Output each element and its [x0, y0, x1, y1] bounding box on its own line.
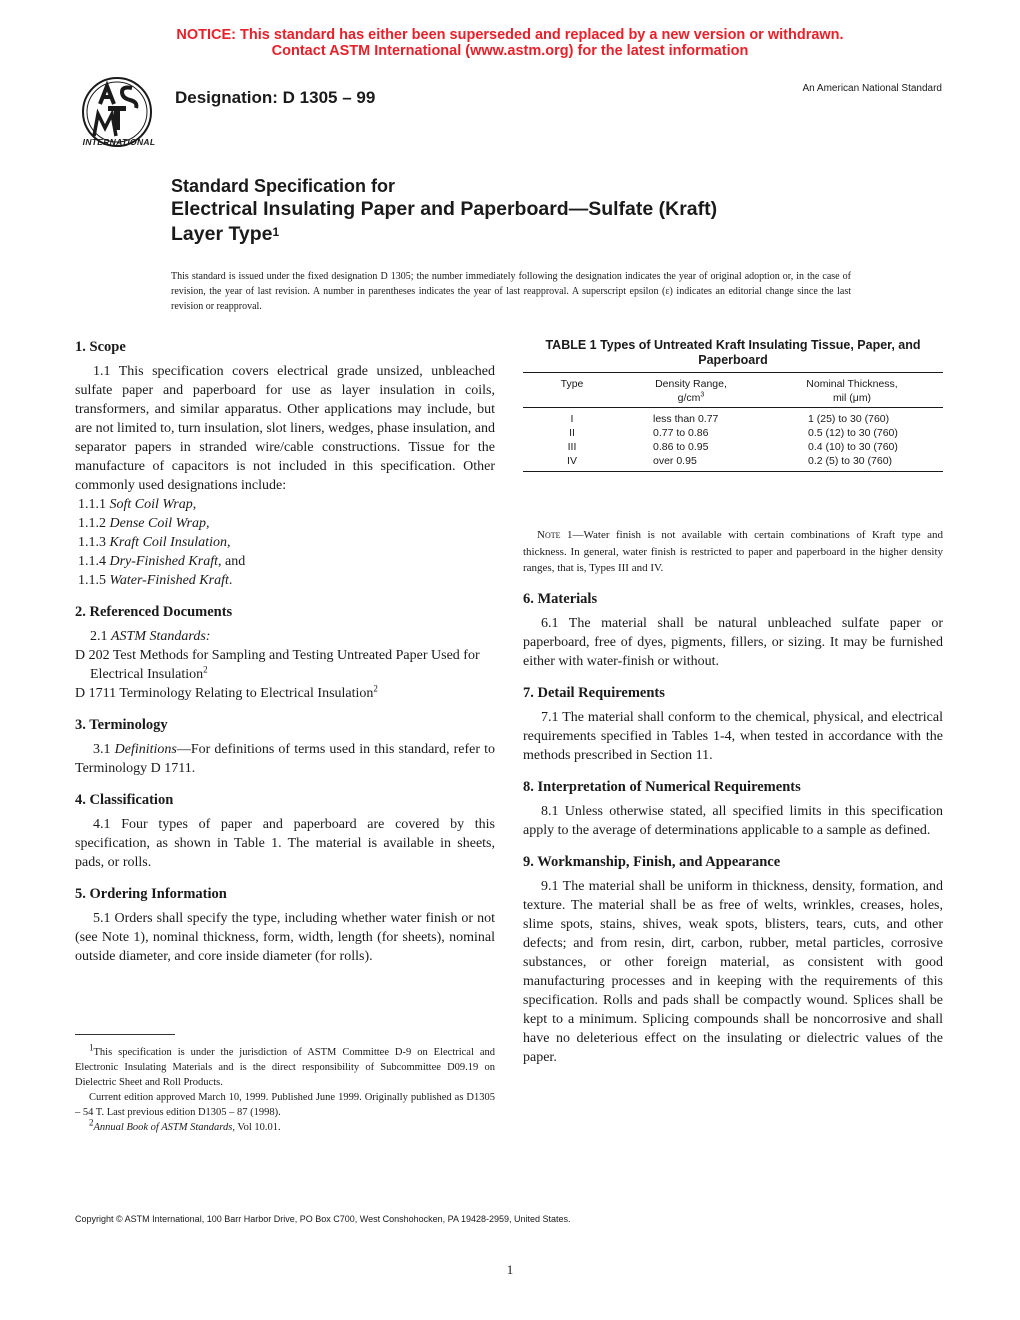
scope-item: [75, 495, 495, 514]
issuance-statement: This standard is issued under the fixed designation D 1305; the number immediately following the designation indicates the year of original adoption or, in the case of revision, the year of last revision. A number in parentheses indicates the year of last reapproval. A superscript epsilon (ε) indicates an editorial change since the last revision or reapproval.: [171, 271, 851, 312]
astm-standards-label: ASTM Standards:: [111, 629, 211, 644]
col-header-density-line2: [621, 391, 761, 405]
superseded-notice: [0, 27, 1020, 59]
footnote-1: [75, 1042, 495, 1090]
col-header-thickness-line2: mil (μm): [832, 392, 872, 404]
scope-item-tail: , and: [218, 554, 246, 569]
scope-item-tail: .: [228, 573, 233, 588]
section-heading-referenced-documents: 2. Referenced Documents: [75, 604, 233, 620]
interpretation-paragraph: 8.1 Unless otherwise stated, all specified limits in this specification apply to the average of determinations applicable to a sample as defined.: [523, 804, 943, 838]
scope-item-number: 1.1.1: [78, 497, 106, 512]
cell-thickness: 0.5 (12) to 30 (760): [808, 427, 898, 439]
terminology-number: 3.1: [93, 742, 111, 757]
table-bottom-rule: [523, 471, 943, 472]
section-heading-workmanship: 9. Workmanship, Finish, and Appearance: [523, 854, 781, 870]
section-heading-ordering: 5. Ordering Information: [75, 886, 227, 902]
note-1: [523, 527, 943, 577]
notice-line-2: Contact ASTM International (www.astm.org) for the latest information: [271, 43, 749, 59]
cell-type: IV: [567, 455, 577, 467]
scope-item-label: Water-Finished Kraft: [109, 573, 229, 588]
table-1: [523, 372, 943, 472]
notice-line-1: NOTICE: This standard has either been superseded and replaced by a new version or withdrawn.: [176, 27, 844, 43]
title-line-2: Electrical Insulating Paper and Paperboard—Sulfate (Kraft): [171, 198, 718, 220]
scope-item: [75, 533, 495, 552]
title-line-3: [171, 222, 931, 249]
footnote-divider: [75, 1034, 175, 1035]
col-header-density: [621, 377, 761, 407]
scope-item-label: Soft Coil Wrap: [109, 497, 193, 512]
scope-item: [75, 514, 495, 533]
scope-item-tail: ,: [205, 516, 210, 531]
title-footnote-ref: 1: [272, 225, 280, 239]
scope-item-tail: ,: [226, 535, 231, 550]
cell-thickness: 0.2 (5) to 30 (760): [808, 455, 893, 467]
copyright-footer: Copyright © ASTM International, 100 Barr Harbor Drive, PO Box C700, West Conshohocken, PA 19428-2959, United States.: [75, 1214, 571, 1224]
scope-item-number: 1.1.5: [78, 573, 106, 588]
workmanship-paragraph: 9.1 The material shall be uniform in thickness, density, formation, and texture. The material shall be as free of welts, wrinkles, creases, holes, slime spots, stains, shives, weak spots, blisters, tears, cuts, and other defects; and from resin, dirt, carbon, rubber, metal particles, corrosive substances, or other foreign material, as consistent with good manufacturing processes and in keeping with the requirements of this specification. Rolls and pads shall be compactly wound. Splices shall be kept to a minimum. Splicing compounds shall be noncorrosive and shall have no deleterious effect on the insulating or dielectric values of the paper.: [523, 879, 943, 1065]
materials-paragraph: 6.1 The material shall be natural unbleached sulfate paper or paperboard, free of dyes, pigments, fillers, or sizing. It may be furnished either with water-finish or without.: [523, 616, 943, 669]
density-unit-exponent: 3: [700, 391, 705, 399]
terminology-paragraph: [75, 740, 495, 778]
section-heading-terminology: 3. Terminology: [75, 717, 168, 733]
section-heading-scope: 1. Scope: [75, 339, 126, 355]
detail-paragraph: 7.1 The material shall conform to the chemical, physical, and electrical requirements specified in Tables 1-4, when tested in accordance with the methods prescribed in Section 11.: [523, 710, 943, 763]
terminology-text: —For definitions of terms used in this standard, refer to Terminology D 1711.: [75, 742, 496, 776]
table-1-title: TABLE 1 Types of Untreated Kraft Insulating Tissue, Paper, and Paperboard: [545, 338, 921, 367]
footnote-2-number: 2: [89, 1117, 94, 1128]
col-header-thickness: [761, 377, 943, 407]
title-line-3-text: Layer Type: [171, 223, 273, 245]
document-title: [171, 175, 931, 249]
cell-density: 0.77 to 0.86: [653, 427, 709, 439]
cell-thickness: 0.4 (10) to 30 (760): [808, 441, 898, 453]
cell-thickness: 1 (25) to 30 (760): [808, 413, 890, 425]
page-number: 1: [506, 1262, 514, 1277]
reference-d202-footnote: 2: [203, 664, 208, 675]
section-heading-detail-requirements: 7. Detail Requirements: [523, 685, 665, 701]
footnote-2: [75, 1117, 495, 1135]
footnote-2-tail: , Vol 10.01.: [232, 1122, 281, 1133]
footnote-1-edition: Current edition approved March 10, 1999. Published June 1999. Originally published as D1305 – 54 T. Last previous edition D1305 – 87 (1998).: [75, 1092, 495, 1118]
american-national-standard-label: An American National Standard: [802, 83, 942, 94]
col-header-thickness-line1: Nominal Thickness,: [806, 378, 898, 390]
section-heading-interpretation: 8. Interpretation of Numerical Requirements: [523, 779, 801, 795]
subsection-number: 2.1: [90, 629, 108, 644]
note-1-text: —Water finish is not available with certain combinations of Kraft type and thickness. In general, water finish is restricted to paper and paperboard in the higher density ranges, that is, Types III and IV.: [523, 529, 944, 574]
footnote-1-text: This specification is under the jurisdiction of ASTM Committee D-9 on Electrical and Electronic Insulating Materials and is the direct responsibility of Subcommittee D09.19 on Dielectric Sheet and Roll Products.: [75, 1047, 495, 1088]
col-header-density-line1: Density Range,: [655, 378, 727, 390]
designation: Designation: D 1305 – 99: [175, 88, 376, 107]
scope-item-label: Dense Coil Wrap: [109, 516, 206, 531]
footnotes: [75, 1042, 495, 1135]
scope-item: [75, 552, 495, 571]
title-line-1: Standard Specification for: [171, 176, 396, 196]
section-heading-classification: 4. Classification: [75, 792, 174, 808]
ordering-paragraph: 5.1 Orders shall specify the type, including whether water finish or not (see Note 1), nominal thickness, form, width, length (for sheets), nominal outside diameter, and core inside diameter (for rolls).: [75, 911, 495, 964]
scope-item-tail: ,: [192, 497, 197, 512]
astm-standards-subheading: [75, 627, 495, 646]
scope-item-label: Dry-Finished Kraft: [109, 554, 218, 569]
scope-paragraph: 1.1 This specification covers electrical grade unsized, unbleached sulfate paper and paperboard for use as layer insulation in coils, transformers, and similar apparatus. Other applications may include, but are not limited to, turn insulation, slot liners, wedges, phase insulation, and separator papers in stranded wire/cable constructions. Tissue for the manufacture of capacitors is not included in this specification. Other commonly used designations include:: [75, 364, 495, 493]
cell-type: II: [569, 427, 575, 439]
section-heading-materials: 6. Materials: [523, 591, 598, 607]
table-header-row: [523, 373, 943, 407]
scope-item-number: 1.1.3: [78, 535, 106, 550]
col-header-type: Type: [560, 378, 584, 390]
reference-d1711-text: D 1711 Terminology Relating to Electrical Insulation: [75, 686, 374, 701]
reference-d1711-footnote: 2: [373, 683, 378, 694]
table-body: [523, 412, 943, 468]
cell-density: over 0.95: [653, 455, 697, 467]
definitions-label: Definitions: [114, 742, 177, 757]
classification-paragraph: 4.1 Four types of paper and paperboard are covered by this specification, as shown in Table 1. The material is available in sheets, pads, or rolls.: [75, 817, 495, 870]
table-row: [523, 454, 943, 468]
scope-item-number: 1.1.2: [78, 516, 106, 531]
table-row: [523, 440, 943, 454]
reference-d1711: [75, 684, 495, 703]
cell-density: less than 0.77: [653, 413, 719, 425]
cell-type: III: [567, 441, 577, 453]
footnote-1-number: 1: [89, 1042, 94, 1053]
reference-d202-text: D 202 Test Methods for Sampling and Testing Untreated Paper Used for Electrical Insulation: [75, 648, 480, 682]
scope-item-label: Kraft Coil Insulation: [109, 535, 227, 550]
reference-d202: [75, 646, 495, 684]
note-1-label: Note 1: [537, 529, 573, 541]
cell-type: I: [570, 413, 574, 425]
density-unit: g/cm: [677, 392, 701, 404]
table-row: [523, 426, 943, 440]
cell-density: 0.86 to 0.95: [653, 441, 709, 453]
right-column: [523, 590, 943, 1067]
footnote-2-book: Annual Book of ASTM Standards: [93, 1122, 233, 1133]
scope-item-number: 1.1.4: [78, 554, 106, 569]
table-header-rule: [523, 407, 943, 408]
scope-item: [75, 571, 495, 590]
left-column: [75, 338, 495, 966]
table-row: [523, 412, 943, 426]
logo-caption: INTERNATIONAL: [82, 137, 156, 147]
scope-item-list: [75, 495, 495, 590]
